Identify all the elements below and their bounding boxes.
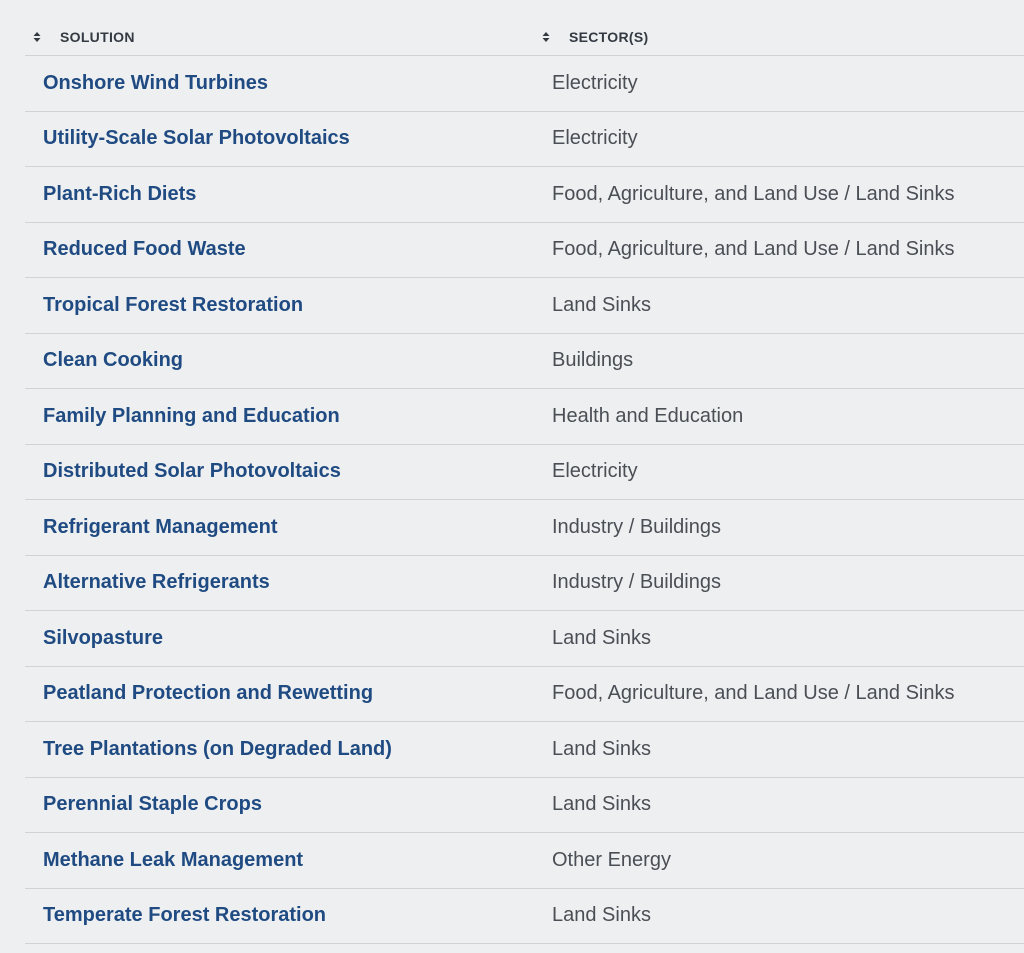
- sort-icon: [32, 30, 42, 44]
- table-row: [25, 445, 1024, 501]
- sectors-column-label: SECTOR(S): [569, 28, 649, 45]
- sort-by-sectors-header[interactable]: [541, 18, 648, 55]
- sector-text: Health and Education: [552, 404, 744, 427]
- table-row: [25, 334, 1024, 390]
- table-row: [25, 278, 1024, 334]
- solution-link[interactable]: Silvopasture: [43, 626, 164, 649]
- table-row: [25, 833, 1024, 889]
- sector-text: Land Sinks: [552, 793, 651, 816]
- table-row: [25, 667, 1024, 723]
- sector-text: Land Sinks: [552, 904, 651, 927]
- table-row: [25, 500, 1024, 556]
- solution-link[interactable]: Distributed Solar Photovoltaics: [43, 460, 341, 483]
- solution-link[interactable]: Tree Plantations (on Degraded Land): [43, 737, 392, 760]
- table-row: [25, 778, 1024, 834]
- solution-link[interactable]: Methane Leak Management: [43, 848, 304, 871]
- table-body: [25, 56, 1024, 944]
- table-header: [25, 18, 1024, 56]
- solution-link[interactable]: Reduced Food Waste: [43, 238, 246, 261]
- solution-link[interactable]: Family Planning and Education: [43, 404, 340, 427]
- sector-text: Industry / Buildings: [552, 571, 721, 594]
- sector-text: Industry / Buildings: [552, 515, 721, 538]
- table-row: [25, 556, 1024, 612]
- sort-by-solution-header[interactable]: [32, 18, 135, 55]
- table-row: [25, 889, 1024, 945]
- table-row: [25, 167, 1024, 223]
- solution-column-label: SOLUTION: [60, 28, 135, 45]
- sector-text: Buildings: [552, 349, 634, 372]
- solution-link[interactable]: Utility-Scale Solar Photovoltaics: [43, 127, 350, 150]
- sort-icon: [541, 30, 551, 44]
- table-row: [25, 223, 1024, 279]
- sector-text: Land Sinks: [552, 293, 651, 316]
- sector-text: Electricity: [552, 460, 638, 483]
- solution-link[interactable]: Refrigerant Management: [43, 515, 278, 538]
- table-row: [25, 722, 1024, 778]
- solution-link[interactable]: Onshore Wind Turbines: [43, 71, 269, 94]
- solution-link[interactable]: Tropical Forest Restoration: [43, 293, 304, 316]
- sector-text: Food, Agriculture, and Land Use / Land Sinks: [552, 682, 955, 705]
- solution-link[interactable]: Alternative Refrigerants: [43, 571, 270, 594]
- solution-link[interactable]: Peatland Protection and Rewetting: [43, 682, 374, 705]
- solutions-table: [25, 18, 1024, 944]
- solution-link[interactable]: Clean Cooking: [43, 349, 184, 372]
- solution-link[interactable]: Perennial Staple Crops: [43, 793, 262, 816]
- sector-text: Electricity: [552, 127, 638, 150]
- table-row: [25, 56, 1024, 112]
- table-row: [25, 611, 1024, 667]
- solution-link[interactable]: Temperate Forest Restoration: [43, 904, 327, 927]
- table-row: [25, 389, 1024, 445]
- sector-text: Food, Agriculture, and Land Use / Land Sinks: [552, 182, 955, 205]
- sector-text: Food, Agriculture, and Land Use / Land Sinks: [552, 238, 955, 261]
- solution-link[interactable]: Plant-Rich Diets: [43, 182, 197, 205]
- sector-text: Land Sinks: [552, 737, 651, 760]
- table-row: [25, 112, 1024, 168]
- sector-text: Land Sinks: [552, 626, 651, 649]
- sector-text: Other Energy: [552, 848, 671, 871]
- sector-text: Electricity: [552, 71, 638, 94]
